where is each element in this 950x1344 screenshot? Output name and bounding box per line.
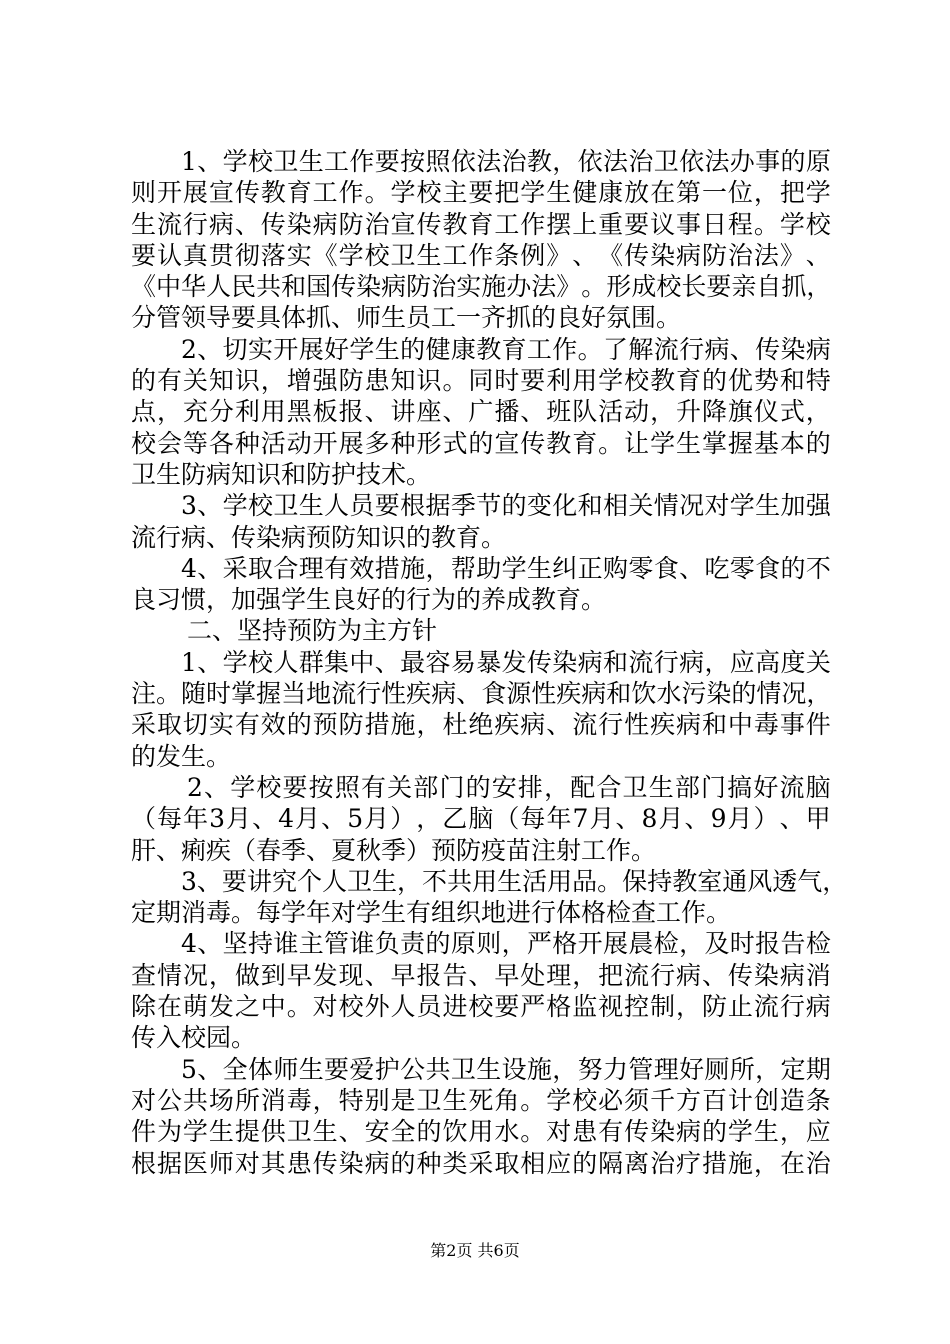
text-line: 二、坚持预防为主方针: [187, 616, 438, 646]
text-line: 5 、 全 体 师 生 要 爱 护 公 共 卫 生 设 施 ， 努 力 管 理 好 厕 所 ， 定 期: [181, 1054, 831, 1084]
text-line: 1 、 学 校 卫 生 工 作 要 按 照 依 法 治 教 ， 依 法 治 卫 依 法 办 事 的 原: [181, 147, 831, 176]
text-line: 的 有 关 知 识 ， 增 强 防 患 知 识 。 同 时 要 利 用 学 校 教 育 的 优 势 和 特: [131, 366, 831, 396]
text-line: 的发生。: [131, 741, 232, 771]
text-line: 则 开 展 宣 传 教 育 工 作 。 学 校 主 要 把 学 生 健 康 放 在 第 一 位 ， 把 学: [131, 178, 831, 208]
document-body: [131, 146, 848, 1179]
text-line: （ 每 年 3 月 、 4 月 、 5 月 ） ， 乙 脑 （ 每 年 7 月 、 8 月 、 9 月 ） 、 甲: [131, 804, 831, 834]
text-line: 传入校园。: [131, 1023, 257, 1053]
text-line: 生 流 行 病 、 传 染 病 防 治 宣 传 教 育 工 作 摆 上 重 要 议 事 日 程 。 学 校: [131, 209, 831, 239]
text-line: 定期消毒。每学年对学生有组织地进行体格检查工作。: [131, 898, 732, 928]
text-line: 查 情 况 ， 做 到 早 发 现 、 早 报 告 、 早 处 理 ， 把 流 行 病 、 传 染 病 消: [131, 960, 831, 990]
text-line: 点 ， 充 分 利 用 黑 板 报 、 讲 座 、 广 播 、 班 队 活 动 ， 升 降 旗 仪 式 ，: [131, 397, 831, 427]
text-line: 2 、 学 校 要 按 照 有 关 部 门 的 安 排 ， 配 合 卫 生 部 门 搞 好 流 脑: [187, 772, 831, 802]
text-line: 《 中 华 人 民 共 和 国 传 染 病 防 治 实 施 办 法 》 。 形 成 校 长 要 亲 自 抓 ，: [131, 272, 832, 302]
text-line: 件 为 学 生 提 供 卫 生 、 安 全 的 饮 用 水 。 对 患 有 传 染 病 的 学 生 ， 应: [131, 1117, 831, 1147]
text-line: 4 、 坚 持 谁 主 管 谁 负 责 的 原 则 ， 严 格 开 展 晨 检 ， 及 时 报 告 检: [181, 929, 831, 959]
text-line: 肝、痢疾（春季、夏秋季）预防疫苗注射工作。: [131, 835, 657, 865]
text-line: 校 会 等 各 种 活 动 开 展 多 种 形 式 的 宣 传 教 育 。 让 学 生 掌 握 基 本 的: [131, 428, 831, 458]
text-line: 要 认 真 贯 彻 落 实 《 学 校 卫 生 工 作 条 例 》 、 《 传 染 病 防 治 法 》 、: [131, 240, 831, 270]
text-line: 2 、 切 实 开 展 好 学 生 的 健 康 教 育 工 作 。 了 解 流 行 病 、 传 染 病: [181, 334, 831, 364]
text-line: 4 、 采 取 合 理 有 效 措 施 ， 帮 助 学 生 纠 正 购 零 食 、 吃 零 食 的 不: [181, 553, 831, 583]
page-footer: 第2页 共6页: [430, 1241, 520, 1260]
text-line: 流行病、传染病预防知识的教育。: [131, 522, 507, 552]
text-line: 对 公 共 场 所 消 毒 ， 特 别 是 卫 生 死 角 。 学 校 必 须 千 方 百 计 创 造 条: [131, 1085, 831, 1115]
text-line: 1 、 学 校 人 群 集 中 、 最 容 易 暴 发 传 染 病 和 流 行 病 ， 应 高 度 关: [181, 647, 831, 677]
text-line: 3 、 要 讲 究 个 人 卫 生 ， 不 共 用 生 活 用 品 。 保 持 教 室 通 风 透 气 ，: [181, 866, 848, 896]
text-line: 卫生防病知识和防护技术。: [131, 459, 432, 489]
text-line: 除 在 萌 发 之 中 。 对 校 外 人 员 进 校 要 严 格 监 视 控 制 ， 防 止 流 行 病: [131, 992, 831, 1022]
text-line: 分管领导要具体抓、师生员工一齐抓的良好氛围。: [131, 303, 682, 333]
text-line: 根 据 医 师 对 其 患 传 染 病 的 种 类 采 取 相 应 的 隔 离 治 疗 措 施 ， 在 治: [131, 1148, 831, 1178]
text-line: 注 。 随 时 掌 握 当 地 流 行 性 疾 病 、 食 源 性 疾 病 和 饮 水 污 染 的 情 况 ，: [131, 679, 832, 709]
text-line: 3 、 学 校 卫 生 人 员 要 根 据 季 节 的 变 化 和 相 关 情 况 对 学 生 加 强: [181, 491, 831, 521]
text-line: 良习惯，加强学生良好的行为的养成教育。: [131, 585, 607, 615]
text-line: 采 取 切 实 有 效 的 预 防 措 施 ， 杜 绝 疾 病 、 流 行 性 疾 病 和 中 毒 事 件: [131, 710, 831, 740]
